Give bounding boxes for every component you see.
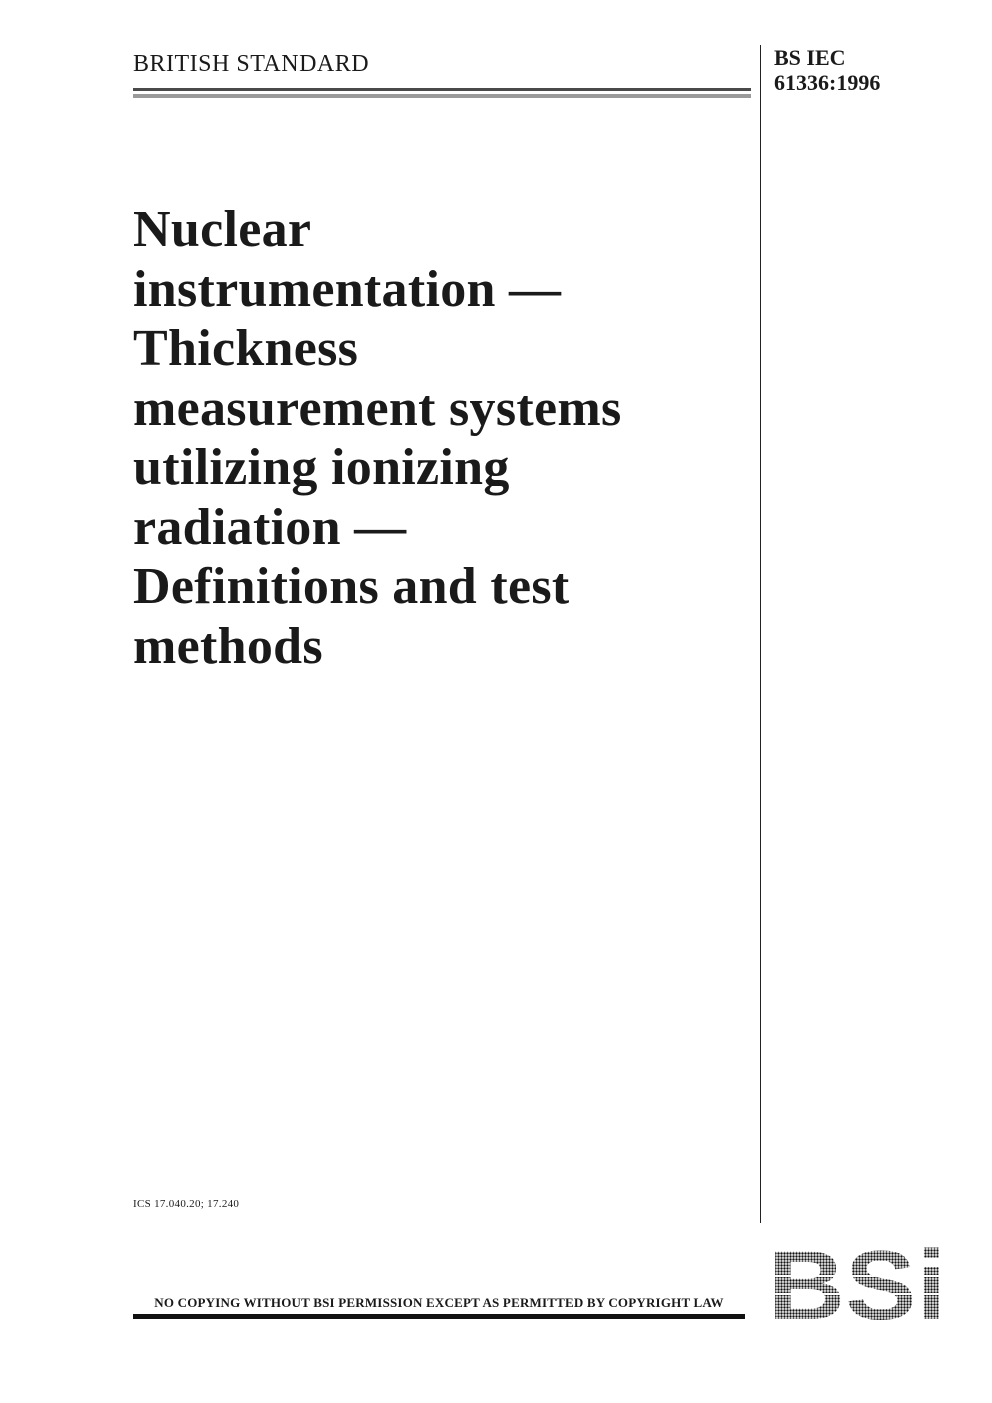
footer-rule: [133, 1314, 745, 1319]
title-line: Nuclear: [133, 201, 312, 258]
document-title: [133, 200, 743, 676]
bsi-logo-icon: [768, 1243, 946, 1323]
title-line: Definitions and test: [133, 558, 570, 615]
copyright-notice: NO COPYING WITHOUT BSI PERMISSION EXCEPT AS PERMITTED BY COPYRIGHT LAW: [154, 1295, 724, 1310]
vertical-divider: [760, 45, 761, 1223]
title-line: Thickness: [133, 320, 359, 377]
title-line: methods: [133, 617, 323, 675]
header-rule-top: [133, 88, 751, 91]
title-line: instrumentation —: [133, 260, 562, 318]
standard-number: [774, 45, 880, 95]
standard-number-line2: 61336:1996: [774, 70, 881, 95]
title-line: measurement systems: [133, 379, 622, 437]
ics-code: ICS 17.040.20; 17.240: [133, 1198, 240, 1210]
title-line: radiation —: [133, 498, 407, 556]
standard-number-line1: BS IEC: [774, 45, 846, 70]
title-line: utilizing ionizing: [133, 439, 510, 496]
series-label: BRITISH STANDARD: [133, 51, 370, 77]
header-rule-bottom: [133, 94, 751, 98]
